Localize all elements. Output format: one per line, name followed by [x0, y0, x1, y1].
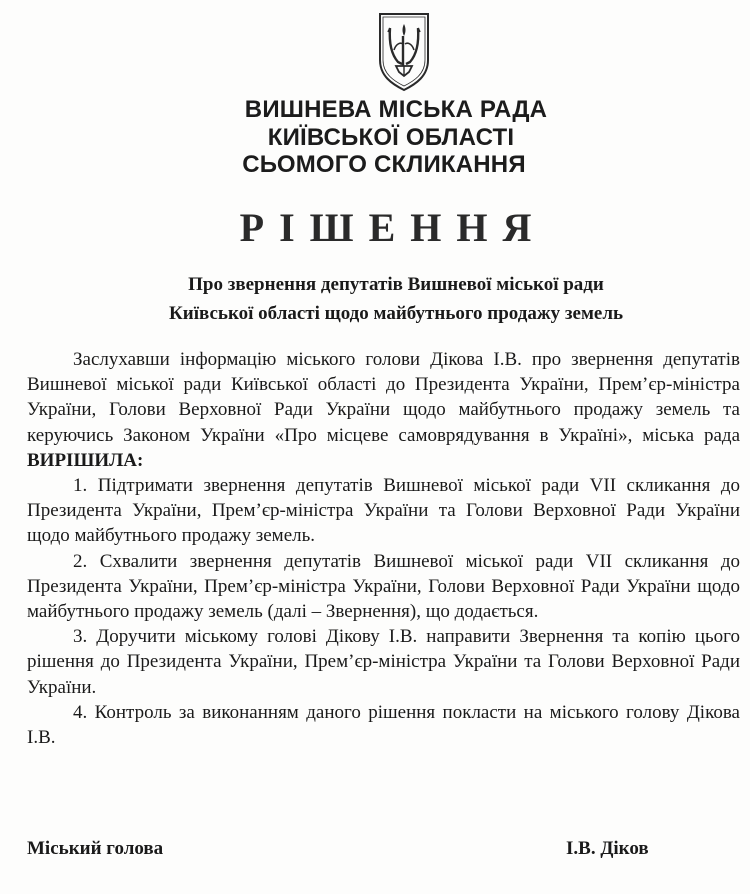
council-line-2: КИЇВСЬКОЇ ОБЛАСТІ	[267, 123, 515, 151]
decided-keyword: ВИРІШИЛА:	[27, 449, 144, 471]
preamble-text: Заслухавши інформацію міського голови Дікова І.В. про звернення депутатів Вишневої міської ради Київської області до Президента України, Прем’єр-міністра України, Голови Верховної Ради України щодо майбутнього продажу земель та керуючись Законом України «Про місцеве самоврядування в Україні», міська рада	[27, 349, 740, 446]
decision-item-1: 1. Підтримати звернення депутатів Вишневої міської ради VII скликання до Президента України, Прем’єр-міністра України та Голови Верховної Ради України щодо майбутнього продажу земель.	[27, 475, 740, 547]
document-type-title: РІШЕННЯ	[239, 205, 547, 250]
council-line-1: ВИШНЕВА МІСЬКА РАДА	[244, 96, 548, 123]
decision-item-2: 2. Схвалити звернення депутатів Вишневої міської ради VII скликання до Президента України, Прем’єр-міністра України, Голови Верховної Ради України щодо майбутнього продажу земель (далі – Звернення), що додається.	[27, 550, 740, 623]
decision-item-4: 4. Контроль за виконанням даного рішення покласти на міського голову Дікова І.В.	[27, 701, 740, 749]
decision-body	[27, 347, 740, 750]
council-name	[0, 96, 750, 179]
subject-line-1: Про звернення депутатів Вишневої міської ради	[188, 274, 604, 295]
decision-item-3: 3. Доручити міському голові Дікову І.В. направити Звернення та копію цього рішення до Президента України, Прем’єр-міністра України та Голови Верховної Ради України.	[27, 626, 740, 698]
subject-line-2: Київської області щодо майбутнього продажу земель	[168, 303, 624, 324]
signature-name: І.В. Діков	[566, 838, 649, 859]
signature-position: Міський голова	[27, 838, 164, 859]
council-line-3: СЬОМОГО СКЛИКАННЯ	[242, 151, 526, 178]
preamble-paragraph	[27, 347, 740, 473]
trident-coat-of-arms-icon	[376, 10, 432, 92]
decision-subject	[0, 270, 750, 328]
